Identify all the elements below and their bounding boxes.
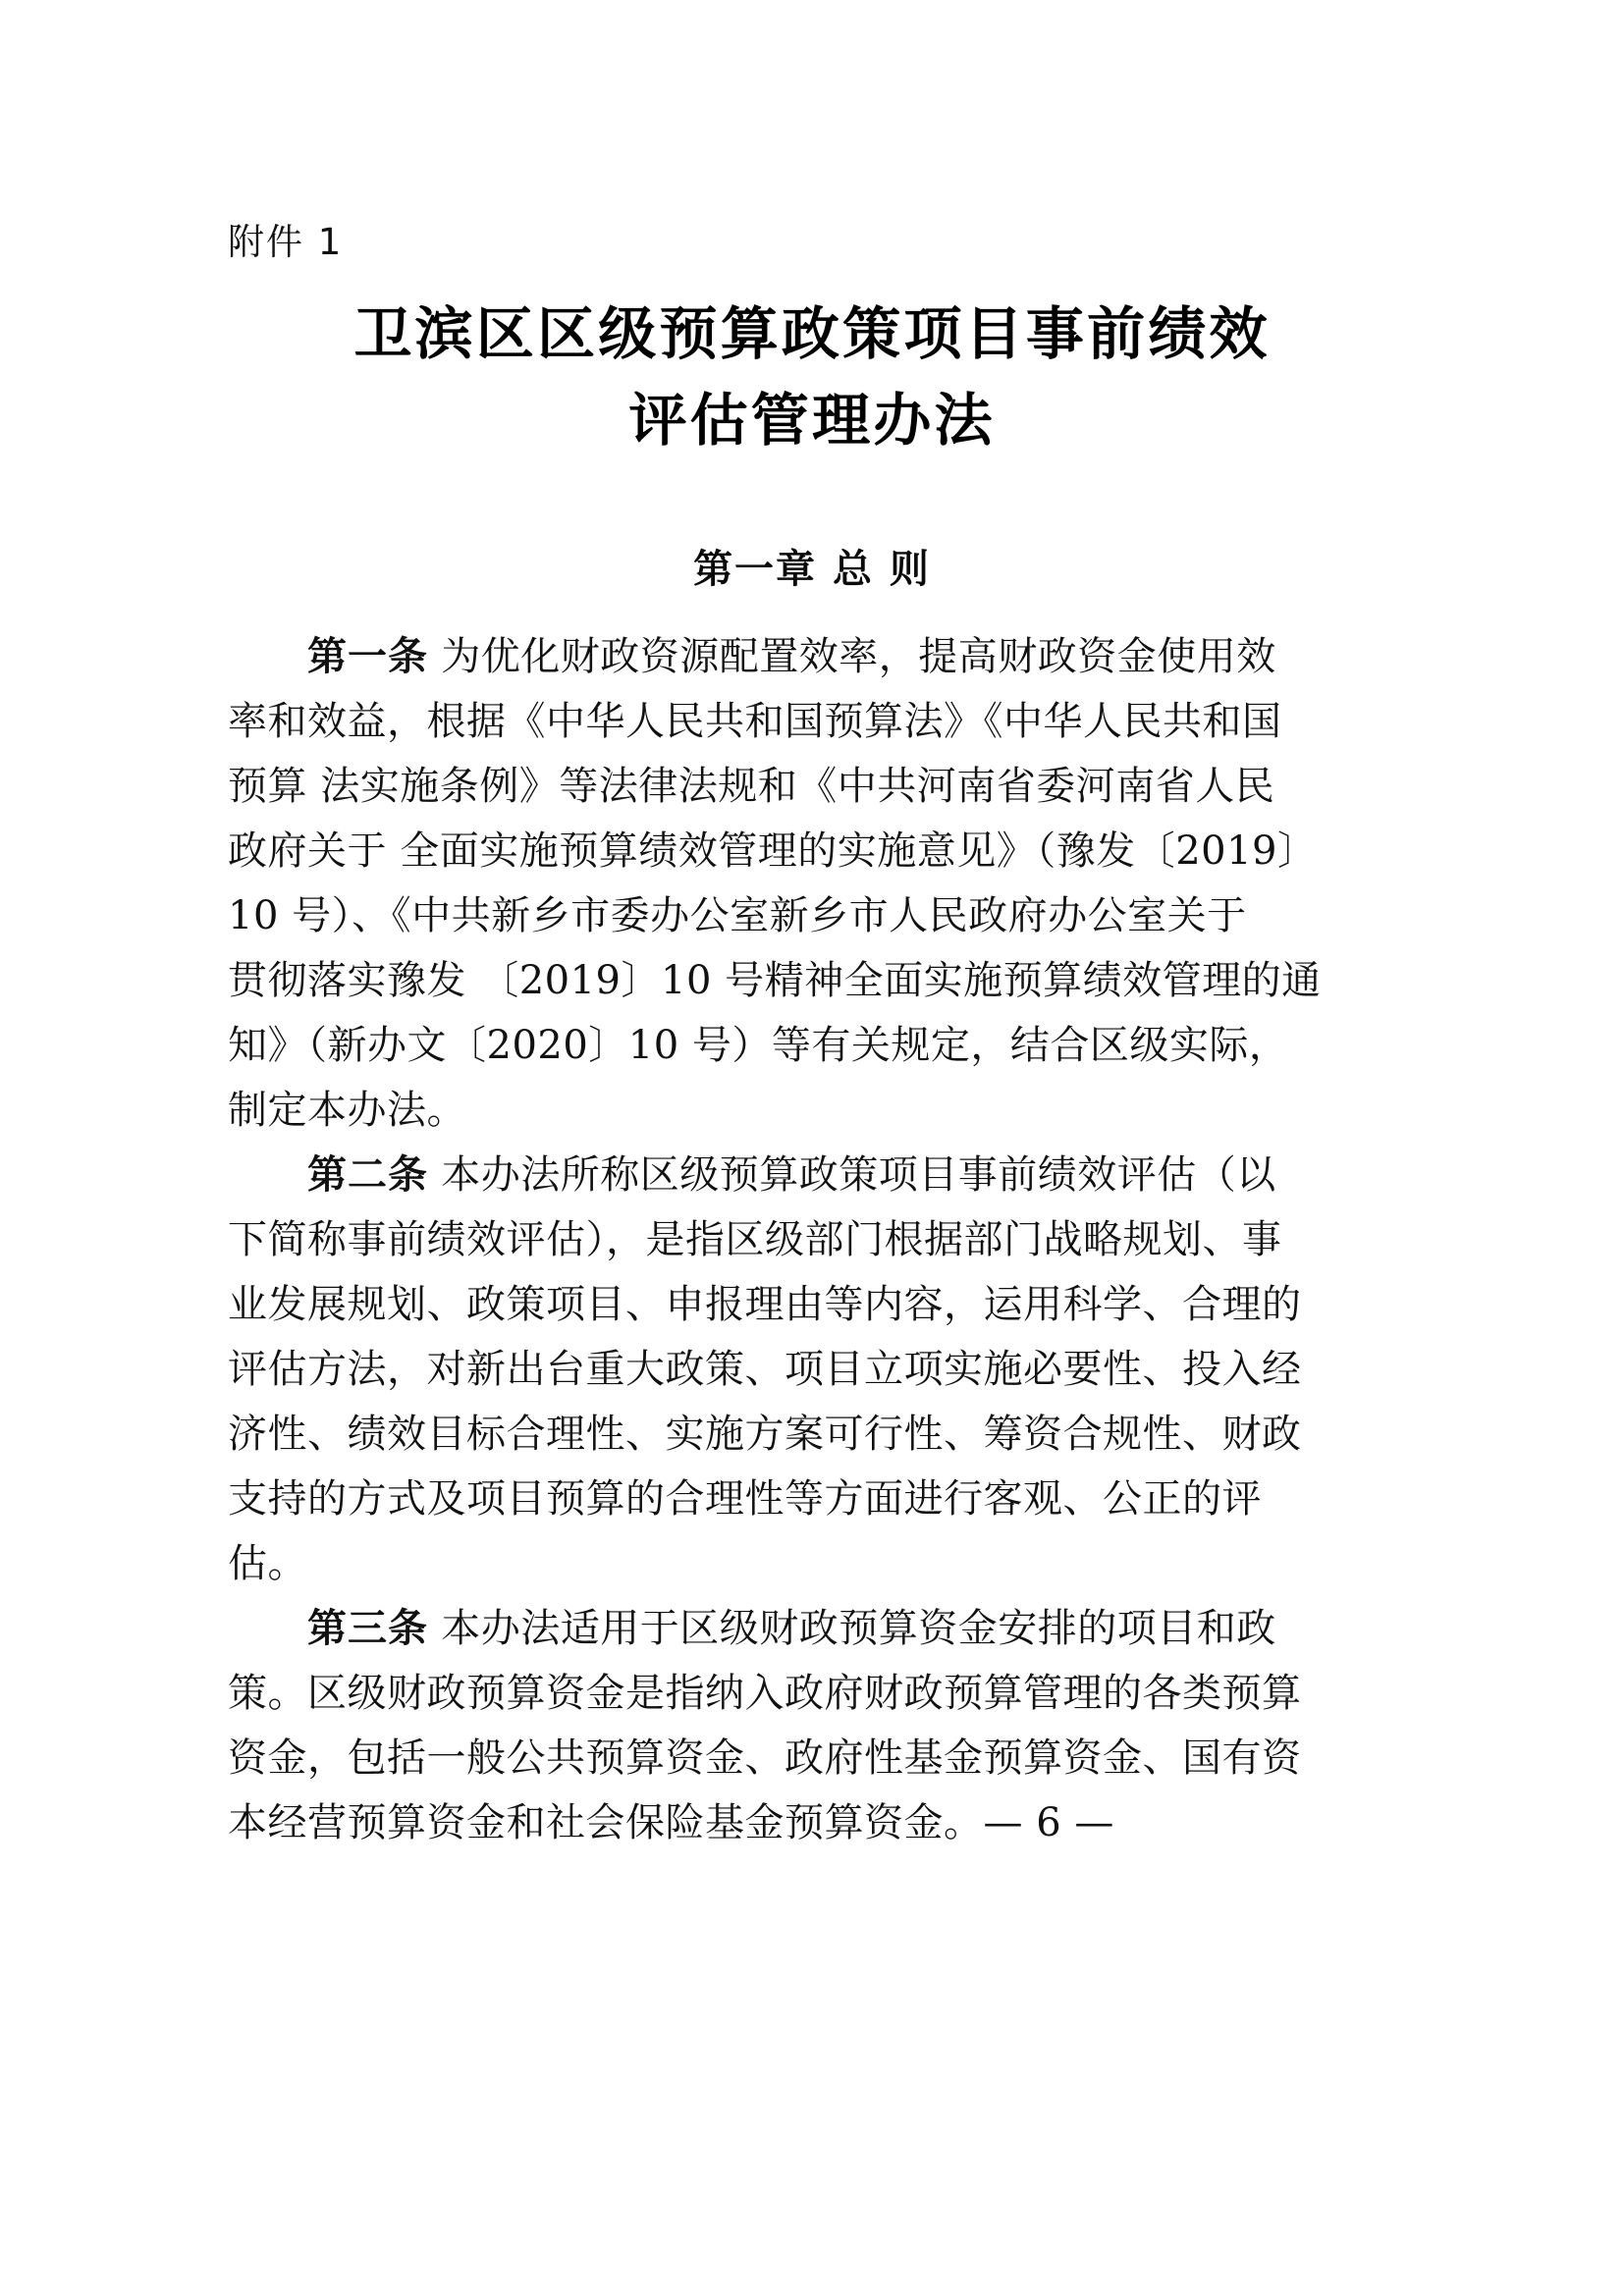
body-line [228, 819, 1394, 883]
body-line-text: 10 号）、《中共新乡市委办公室新乡市人民政府办公室关于 [228, 893, 1247, 938]
document-title [0, 291, 1624, 463]
document-body [228, 624, 1394, 1855]
body-line [228, 948, 1394, 1013]
body-line [228, 1531, 1394, 1596]
body-line-text: 下简称事前绩效评估），是指区级部门根据部门战略规划、事 [228, 1217, 1282, 1262]
body-line [228, 1467, 1394, 1531]
article-paragraph [228, 1596, 1394, 1855]
body-line-text: 估。 [228, 1541, 307, 1586]
body-line [228, 1790, 1394, 1855]
body-line [228, 624, 1394, 689]
body-line [228, 1143, 1394, 1207]
body-line-text: 业发展规划、政策项目、申报理由等内容，运用科学、合理的 [228, 1282, 1302, 1327]
body-line-text: 率和效益，根据《中华人民共和国预算法》《中华人民共和国 [228, 699, 1282, 744]
body-line [228, 1272, 1394, 1337]
body-line [228, 1402, 1394, 1467]
body-line-text: 为优化财政资源配置效率，提高财政资金使用效 [428, 634, 1276, 679]
document-title-line-2: 评估管理办法 [628, 387, 996, 454]
document-title-line-1: 卫滨区区级预算政策项目事前绩效 [353, 300, 1271, 367]
body-line-text: 本办法所称区级预算政策项目事前绩效评估（以 [428, 1152, 1276, 1198]
body-line [228, 883, 1394, 948]
body-line-text: 政府关于 全面实施预算绩效管理的实施意见》（豫发〔2019〕 [228, 828, 1318, 874]
body-line-text: 支持的方式及项目预算的合理性等方面进行客观、公正的评 [228, 1476, 1262, 1522]
body-line-text: 本办法适用于区级财政预算资金安排的项目和政 [428, 1606, 1276, 1651]
article-lead-label: 第二条 [307, 1151, 428, 1198]
article-lead-label: 第一条 [307, 633, 428, 679]
article-lead-label: 第三条 [307, 1605, 428, 1651]
article-paragraph [228, 1143, 1394, 1596]
body-line-text: 贯彻落实豫发 〔2019〕10 号精神全面实施预算绩效管理的通 [228, 958, 1322, 1003]
body-line [228, 1337, 1394, 1402]
body-line-text: 本经营预算资金和社会保险基金预算资金。— 6 — [228, 1800, 1114, 1845]
article-paragraph [228, 624, 1394, 1143]
body-line-text: 预算 法实施条例》等法律法规和《中共河南省委河南省人民 [228, 764, 1275, 809]
body-line-text: 资金，包括一般公共预算资金、政府性基金预算资金、国有资 [228, 1735, 1302, 1781]
body-line-text: 知》（新办文〔2020〕10 号）等有关规定，结合区级实际， [228, 1023, 1289, 1068]
body-line [228, 1013, 1394, 1078]
body-line [228, 1596, 1394, 1661]
body-line-text: 策。区级财政预算资金是指纳入政府财政预算管理的各类预算 [228, 1671, 1302, 1716]
body-line-text: 济性、绩效目标合理性、实施方案可行性、筹资合规性、财政 [228, 1412, 1302, 1457]
body-line [228, 1726, 1394, 1790]
body-line [228, 1661, 1394, 1726]
body-line-text: 制定本办法。 [228, 1088, 466, 1133]
body-line [228, 754, 1394, 819]
chapter-heading: 第一章 总 则 [693, 547, 931, 592]
body-line [228, 1207, 1394, 1272]
attachment-label: 附件 1 [228, 221, 344, 263]
body-line [228, 1078, 1394, 1143]
body-line-text: 评估方法，对新出台重大政策、项目立项实施必要性、投入经 [228, 1347, 1302, 1392]
body-line [228, 689, 1394, 754]
